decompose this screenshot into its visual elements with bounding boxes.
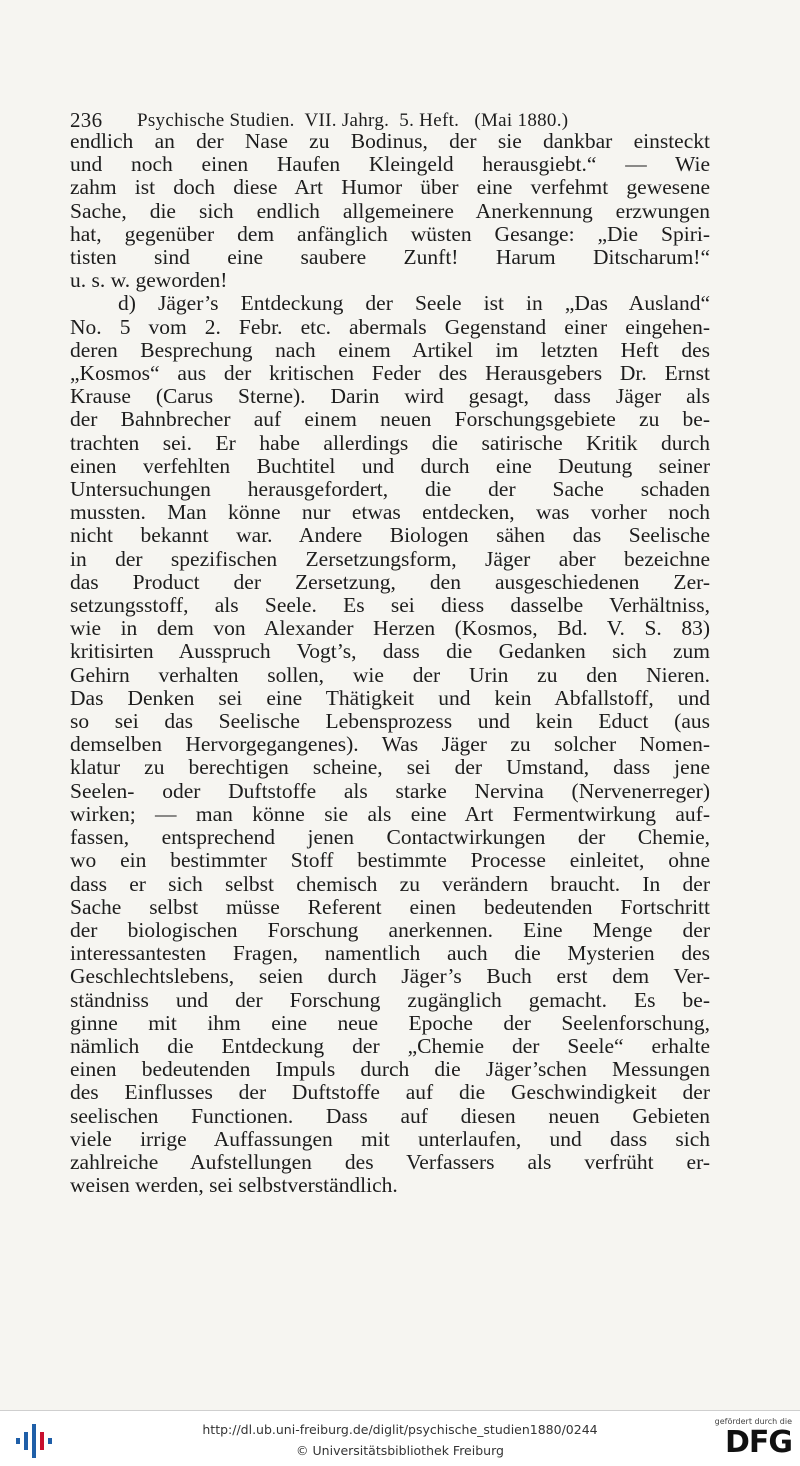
body-text — [70, 130, 710, 1197]
text-line: Untersuchungen herausgefordert, die der Sache schaden — [70, 477, 710, 502]
text-line: Das Denken sei eine Thätigkeit und kein Abfallstoff, und — [70, 685, 710, 710]
text-line: einen bedeutenden Impuls durch die Jäger’schen Messungen — [70, 1057, 710, 1082]
text-line: einen verfehlten Buchtitel und durch eine Deutung seiner — [70, 453, 710, 478]
text-line: wo ein bestimmter Stoff bestimmte Processe einleitet, ohne — [70, 848, 710, 873]
text-line: mussten. Man könne nur etwas entdecken, was vorher noch — [70, 500, 710, 525]
text-line: d) Jäger’s Entdeckung der Seele ist in „Das Ausland“ — [118, 291, 710, 316]
text-line: in der spezifischen Zersetzungsform, Jäger aber bezeichne — [70, 546, 710, 571]
text-line: Geschlechtslebens, seien durch Jäger’s Buch erst dem Ver- — [70, 964, 710, 989]
text-line: interessantesten Fragen, namentlich auch die Mysterien des — [70, 941, 710, 966]
text-line: weisen werden, sei selbstverständlich. — [70, 1173, 398, 1198]
text-line: wie in dem von Alexander Herzen (Kosmos, Bd. V. S. 83) — [70, 616, 710, 641]
sponsor-note: gefördert durch die — [714, 1417, 792, 1426]
permalink-url[interactable]: http://dl.ub.uni-freiburg.de/diglit/psychische_studien1880/0244 — [202, 1422, 598, 1437]
text-line: so sei das Seelische Lebensprozess und kein Educt (aus — [70, 709, 710, 734]
text-line: ständniss und der Forschung zugänglich gemacht. Es be- — [70, 987, 710, 1012]
text-line: demselben Hervorgegangenes). Was Jäger zu solcher Nomen- — [70, 732, 710, 757]
viewer-footer — [0, 1410, 800, 1466]
text-line: u. s. w. geworden! — [70, 268, 228, 293]
text-line: Seelen- oder Duftstoffe als starke Nervina (Nervenerreger) — [70, 778, 710, 803]
copyright-notice: © Universitätsbibliothek Freiburg — [296, 1443, 504, 1458]
text-line: nicht bekannt war. Andere Biologen sähen das Seelische — [70, 523, 710, 548]
text-line: kritisirten Ausspruch Vogt’s, dass die Gedanken sich zum — [70, 639, 710, 664]
text-line: wirken; — man könne sie als eine Art Fermentwirkung auf- — [70, 801, 710, 826]
text-line: zahm ist doch diese Art Humor über eine verfehmt gewesene — [70, 175, 710, 200]
text-line: Sache, die sich endlich allgemeinere Anerkennung erzwungen — [70, 198, 710, 223]
text-line: Gehirn verhalten sollen, wie der Urin zu den Nieren. — [70, 662, 710, 687]
text-line: klatur zu berechtigen scheine, sei der Umstand, dass jene — [70, 755, 710, 780]
text-line: endlich an der Nase zu Bodinus, der sie dankbar einsteckt — [70, 129, 710, 153]
text-line: seelischen Functionen. Dass auf diesen neuen Gebieten — [70, 1103, 710, 1128]
text-line: „Kosmos“ aus der kritischen Feder des Herausgebers Dr. Ernst — [70, 361, 710, 386]
text-line: deren Besprechung nach einem Artikel im letzten Heft des — [70, 337, 710, 362]
text-line: fassen, entsprechend jenen Contactwirkungen der Chemie, — [70, 825, 710, 850]
text-line: No. 5 vom 2. Febr. etc. abermals Gegenstand einer eingehen- — [70, 314, 710, 339]
text-line: tisten sind eine saubere Zunft! Harum Ditscharum!“ — [70, 245, 710, 270]
sponsor-logo-text: DFG — [724, 1425, 792, 1460]
text-line: trachten sei. Er habe allerdings die satirische Kritik durch — [70, 430, 710, 455]
text-line: der Bahnbrecher auf einem neuen Forschungsgebiete zu be- — [70, 407, 710, 432]
text-line: setzungsstoff, als Seele. Es sei diess dasselbe Verhältniss, — [70, 593, 710, 618]
text-line: das Product der Zersetzung, den ausgeschiedenen Zer- — [70, 569, 710, 594]
text-line: des Einflusses der Duftstoffe auf die Geschwindigkeit der — [70, 1080, 710, 1105]
page-number: 236 — [70, 108, 103, 132]
text-line: der biologischen Forschung anerkennen. Eine Menge der — [70, 917, 710, 942]
text-line: Krause (Carus Sterne). Darin wird gesagt, dass Jäger als — [70, 384, 710, 409]
text-line: hat, gegenüber dem anfänglich wüsten Gesange: „Die Spiri- — [70, 221, 710, 246]
text-line: ginne mit ihm eine neue Epoche der Seelenforschung, — [70, 1010, 710, 1035]
text-line: viele irrige Auffassungen mit unterlaufen, und dass sich — [70, 1126, 710, 1151]
text-line: dass er sich selbst chemisch zu verändern braucht. In der — [70, 871, 710, 896]
text-line: Sache selbst müsse Referent einen bedeutenden Fortschritt — [70, 894, 710, 919]
text-line: zahlreiche Aufstellungen des Verfassers als verfrüht er- — [70, 1149, 710, 1174]
dfg-logo — [708, 1417, 792, 1463]
running-title: Psychische Studien. VII. Jahrg. 5. Heft. (Mai 1880.) — [137, 110, 569, 131]
text-line: nämlich die Entdeckung der „Chemie der Seele“ erhalte — [70, 1033, 710, 1058]
text-line: und noch einen Haufen Kleingeld herausgiebt.“ — Wie — [70, 152, 710, 177]
